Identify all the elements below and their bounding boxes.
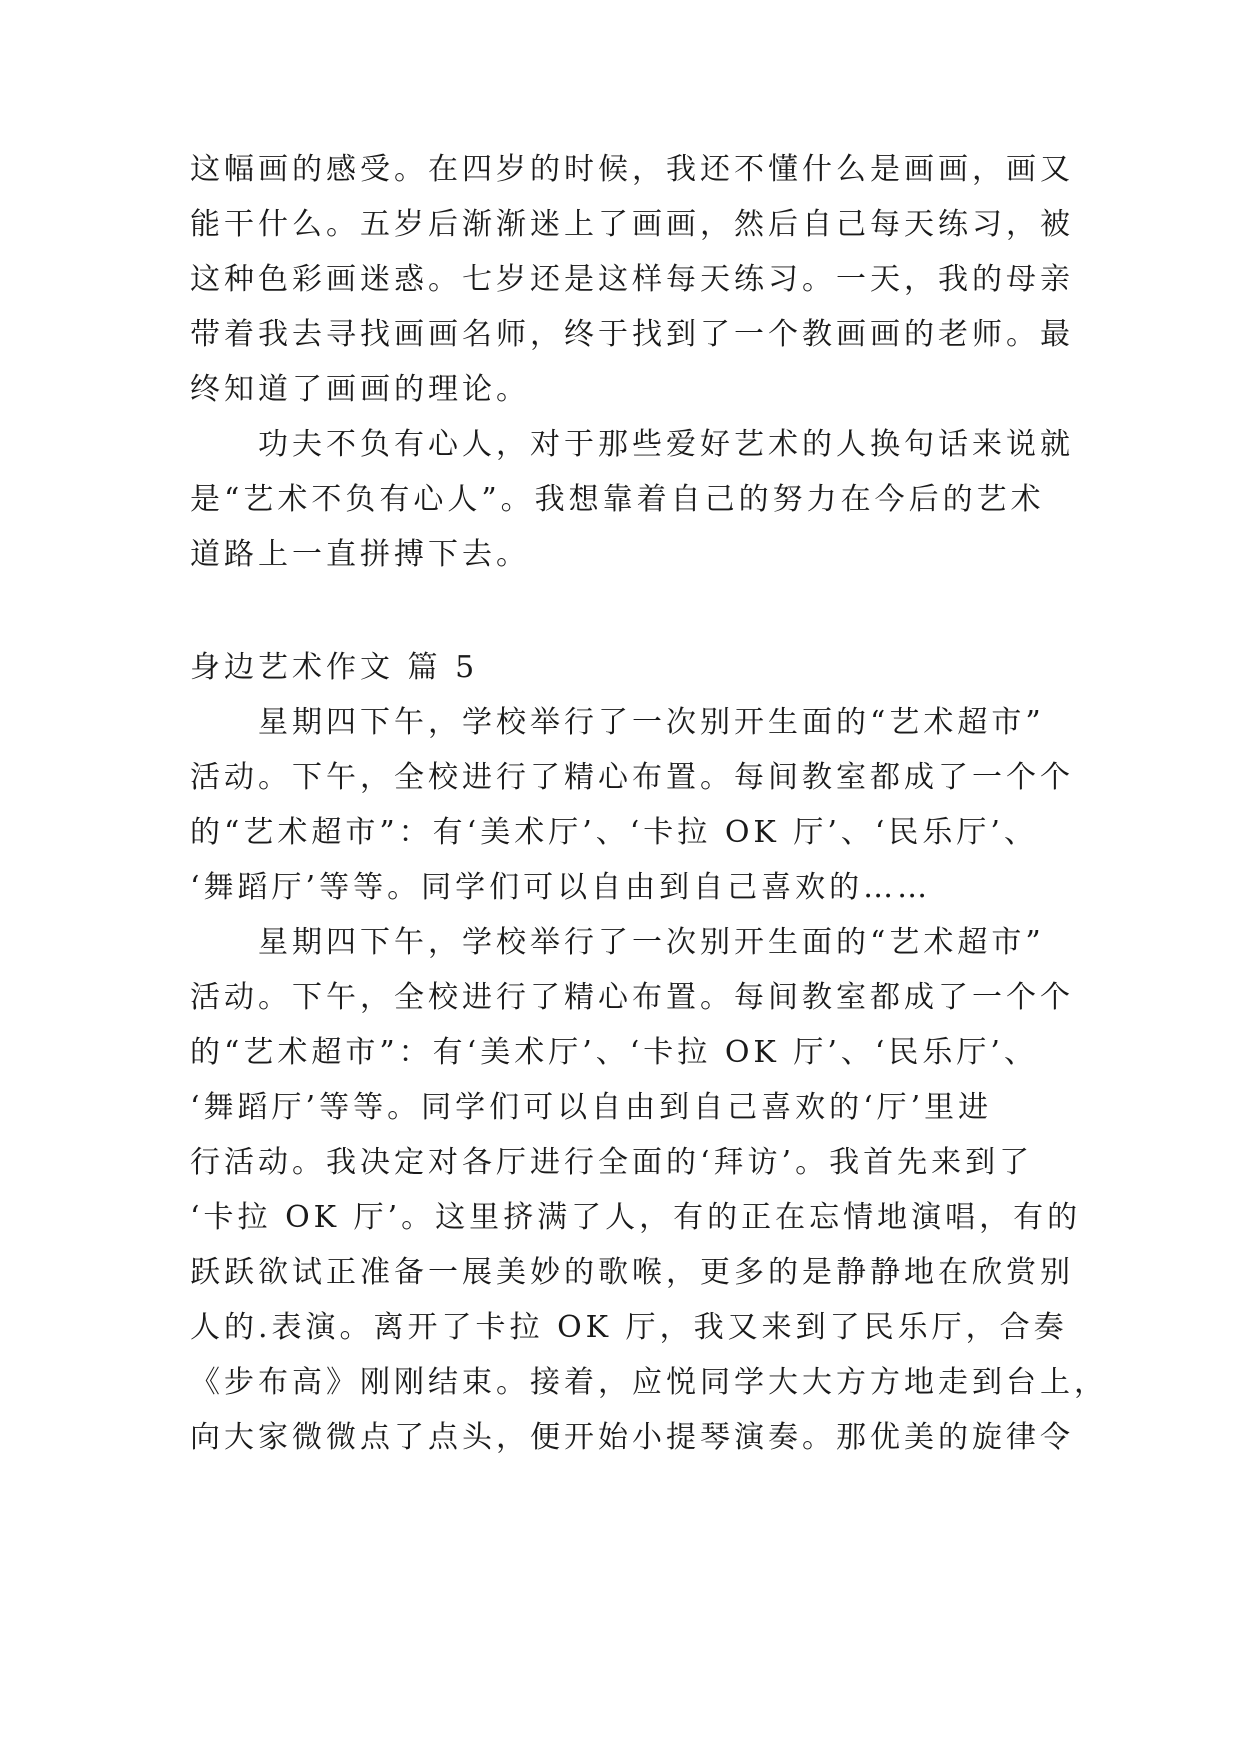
text-line: ‘舞蹈厅’等等。同学们可以自由到自己喜欢的‘厅’里进 xyxy=(190,1090,993,1125)
text-line: 的“艺术超市”：有‘美术厅’、‘卡拉 OK 厅’、‘民乐厅’、 xyxy=(190,1035,1038,1070)
text-line: 道路上一直拼搏下去。 xyxy=(190,537,530,572)
text-line: 人的.表演。离开了卡拉 OK 厅，我又来到了民乐厅，合奏 xyxy=(190,1310,1068,1345)
paragraph-first-line: 星期四下午，学校举行了一次别开生面的“艺术超市” xyxy=(258,705,1045,740)
text-line: 向大家微微点了点头，便开始小提琴演奏。那优美的旋律令 xyxy=(190,1420,1074,1455)
section-heading: 身边艺术作文 篇 5 xyxy=(190,650,479,685)
text-line: 是“艺术不负有心人”。我想靠着自己的努力在今后的艺术 xyxy=(190,482,1045,517)
text-line: 活动。下午，全校进行了精心布置。每间教室都成了一个个 xyxy=(190,760,1074,795)
text-line: 跃跃欲试正准备一展美妙的歌喉，更多的是静静地在欣赏别 xyxy=(190,1255,1074,1290)
text-line: 的“艺术超市”：有‘美术厅’、‘卡拉 OK 厅’、‘民乐厅’、 xyxy=(190,815,1038,850)
text-line: 《步布高》刚刚结束。接着，应悦同学大大方方地走到台上， xyxy=(190,1365,1108,1400)
text-line: ‘舞蹈厅’等等。同学们可以自由到自己喜欢的…… xyxy=(190,870,932,905)
paragraph-first-line: 星期四下午，学校举行了一次别开生面的“艺术超市” xyxy=(258,925,1045,960)
text-line: 行活动。我决定对各厅进行全面的‘拜访’。我首先来到了 xyxy=(190,1145,1034,1180)
text-line: 活动。下午，全校进行了精心布置。每间教室都成了一个个 xyxy=(190,980,1074,1015)
text-line: ‘卡拉 OK 厅’。这里挤满了人，有的正在忘情地演唱，有的 xyxy=(190,1200,1082,1235)
paragraph-first-line: 功夫不负有心人，对于那些爱好艺术的人换句话来说就 xyxy=(258,427,1074,462)
text-line: 带着我去寻找画画名师，终于找到了一个教画画的老师。最 xyxy=(190,317,1074,352)
text-line: 这幅画的感受。在四岁的时候，我还不懂什么是画画，画又 xyxy=(190,152,1074,187)
text-line: 终知道了画画的理论。 xyxy=(190,372,530,407)
text-line: 能干什么。五岁后渐渐迷上了画画，然后自己每天练习，被 xyxy=(190,207,1074,242)
text-line: 这种色彩画迷惑。七岁还是这样每天练习。一天，我的母亲 xyxy=(190,262,1074,297)
